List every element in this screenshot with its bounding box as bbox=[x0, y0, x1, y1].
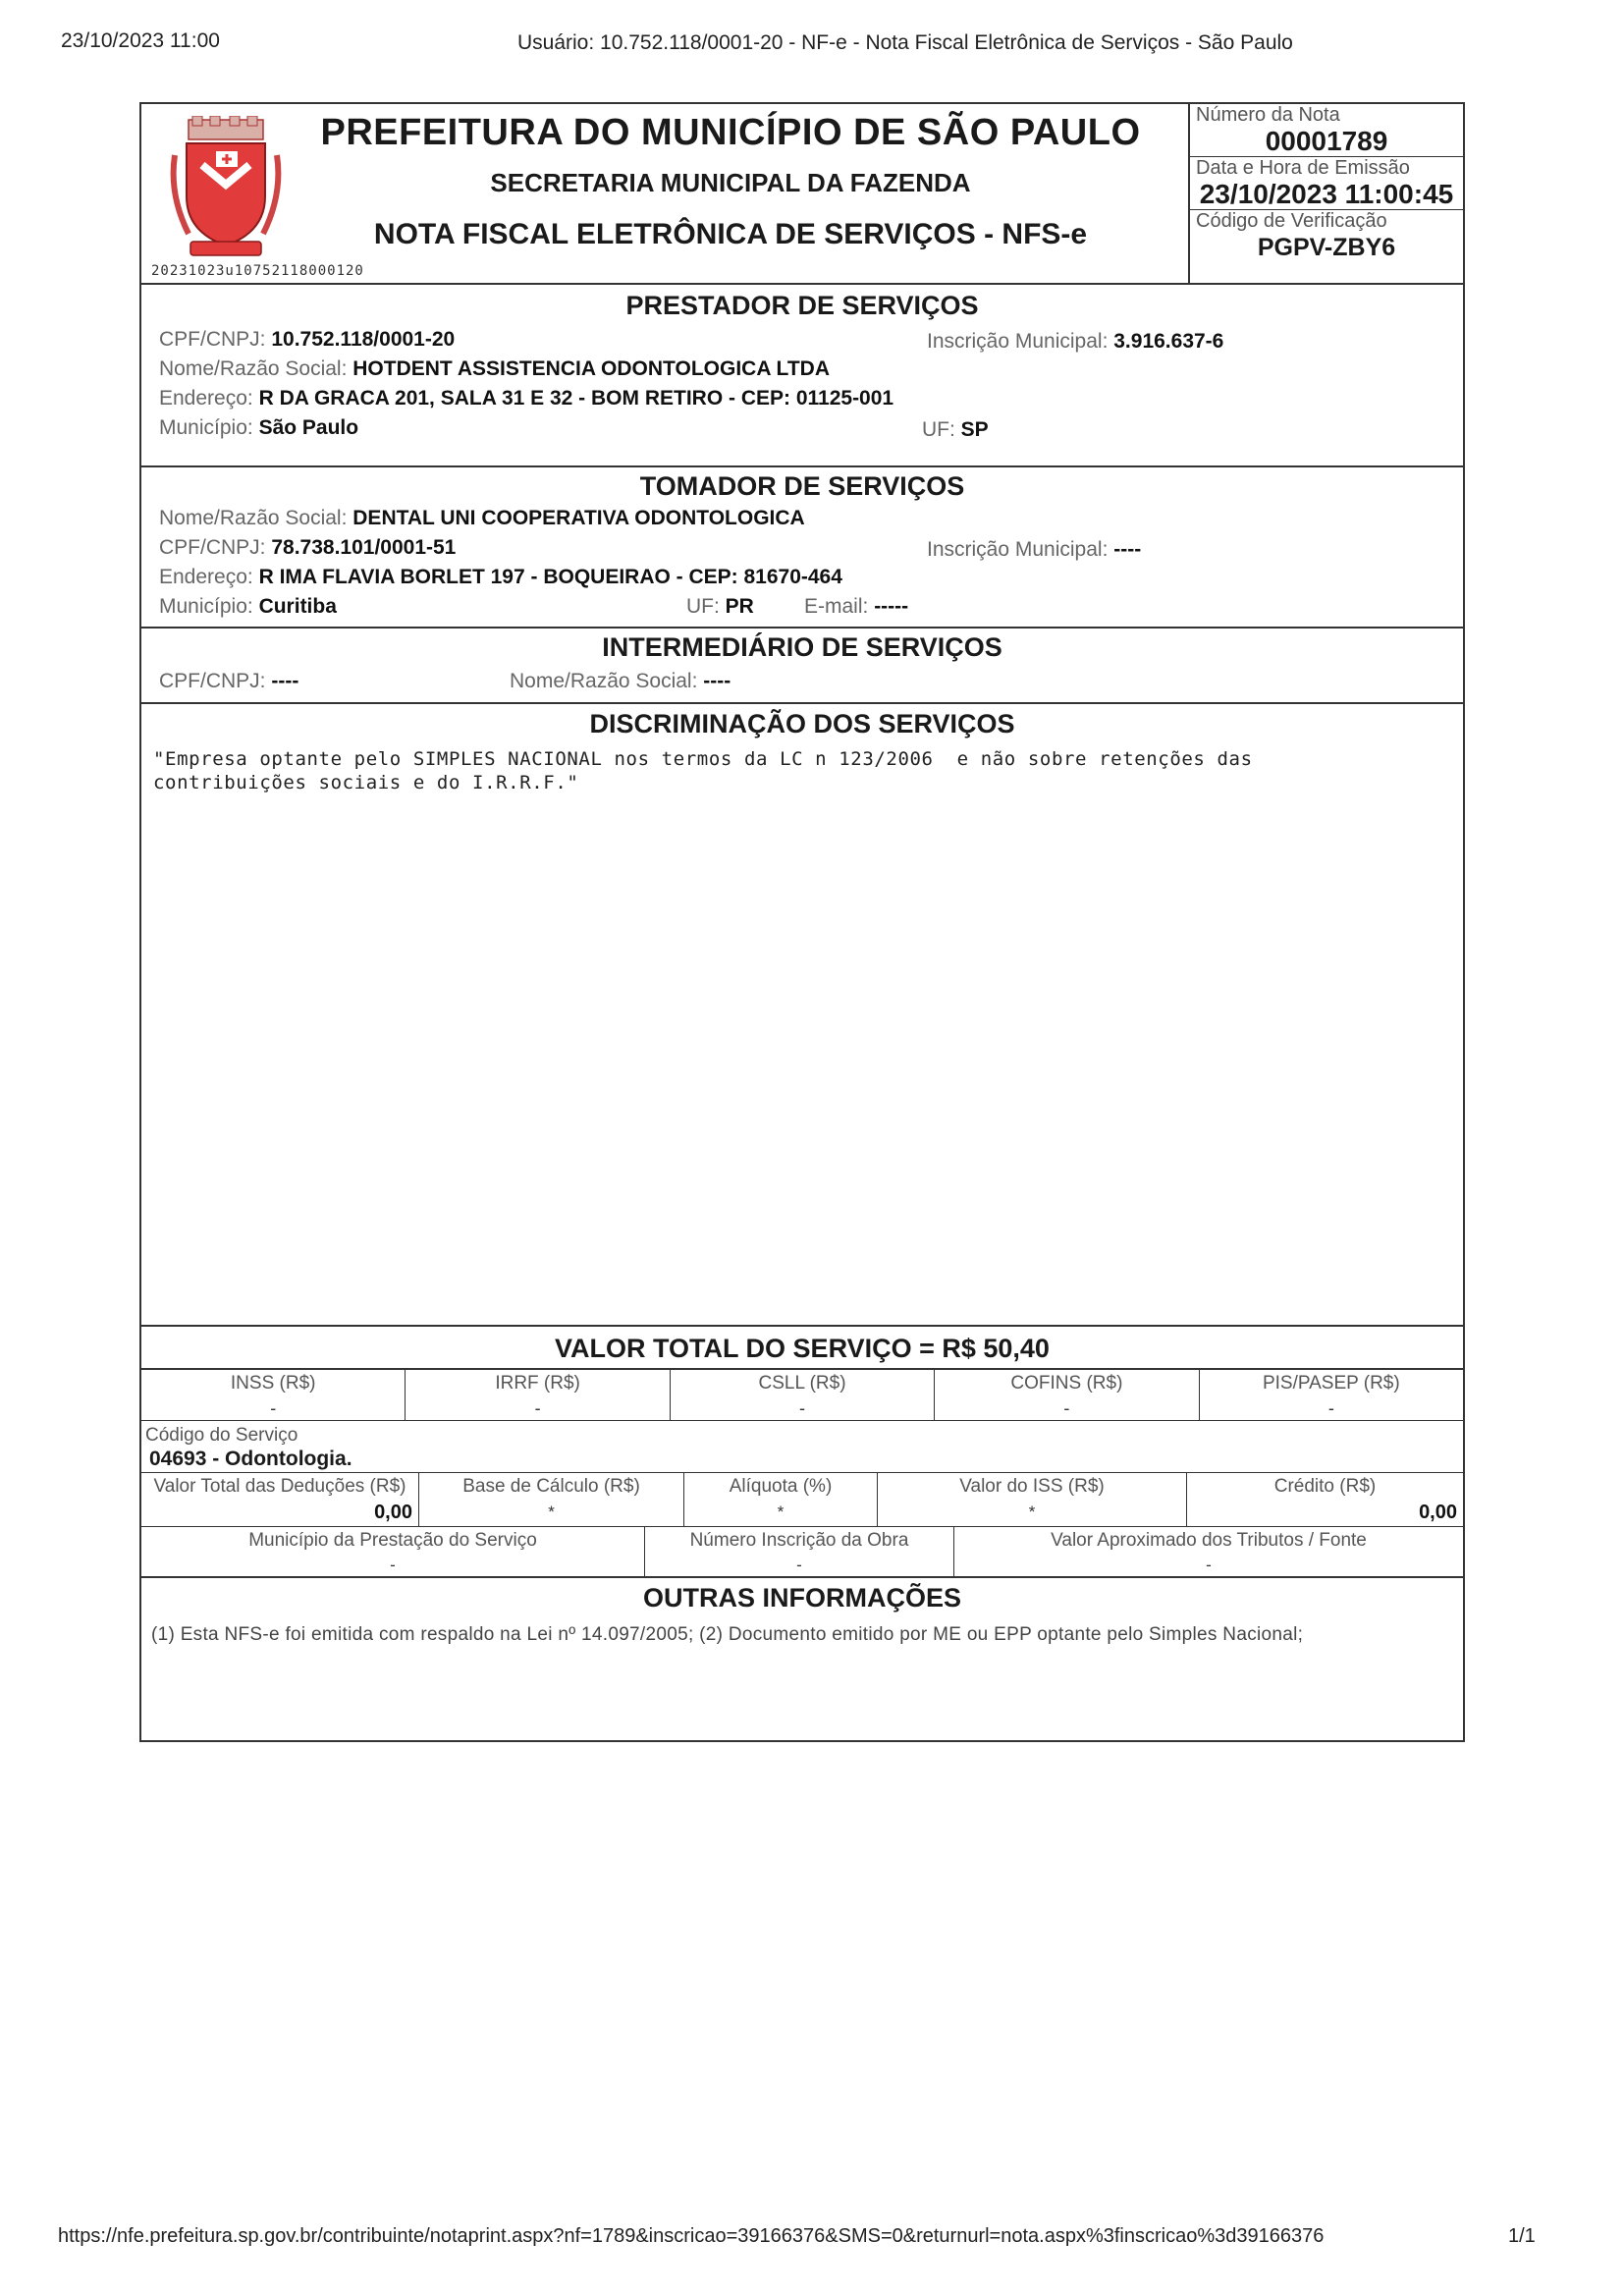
intermediario-nome-value: ---- bbox=[703, 670, 731, 692]
csll-value: - bbox=[799, 1398, 806, 1418]
prestador-municipio bbox=[159, 416, 358, 440]
tomador-email-label: E-mail: bbox=[804, 595, 869, 618]
codigo-servico-value: 04693 - Odontologia. bbox=[149, 1448, 352, 1470]
csll-cell bbox=[671, 1370, 935, 1420]
cofins-cell bbox=[935, 1370, 1199, 1420]
tomador-uf bbox=[686, 595, 754, 619]
credito-value: 0,00 bbox=[1419, 1502, 1457, 1523]
tributos-label: Valor Aproximado dos Tributos / Fonte bbox=[1051, 1530, 1367, 1551]
intermediario-title: INTERMEDIÁRIO DE SERVIÇOS bbox=[602, 632, 1002, 662]
outras-title: OUTRAS INFORMAÇÕES bbox=[643, 1583, 961, 1613]
inss-cell bbox=[141, 1370, 406, 1420]
prestador-title: PRESTADOR DE SERVIÇOS bbox=[625, 291, 979, 320]
prestador-nome-value: HOTDENT ASSISTENCIA ODONTOLOGICA LTDA bbox=[352, 357, 830, 380]
pispasep-value: - bbox=[1327, 1398, 1334, 1418]
tomador-endereco bbox=[159, 566, 842, 589]
intermediario-section bbox=[141, 629, 1463, 704]
tomador-title: TOMADOR DE SERVIÇOS bbox=[639, 471, 965, 501]
municipio-prestacao-cell bbox=[141, 1527, 645, 1576]
prestador-municipio-label: Município: bbox=[159, 416, 253, 439]
prestador-uf-label: UF: bbox=[922, 418, 955, 441]
codigo-servico-label: Código do Serviço bbox=[145, 1425, 298, 1446]
deducoes-cell bbox=[141, 1473, 419, 1526]
tributos-value: - bbox=[1206, 1556, 1212, 1574]
tomador-endereco-value: R IMA FLAVIA BORLET 197 - BOQUEIRAO - CEP: 81670-464 bbox=[258, 566, 842, 588]
intermediario-cnpj-label: CPF/CNPJ: bbox=[159, 670, 266, 692]
valor-iss-cell bbox=[878, 1473, 1187, 1526]
pispasep-label: PIS/PASEP (R$) bbox=[1262, 1373, 1400, 1394]
verificacao-value: PGPV-ZBY6 bbox=[1257, 234, 1396, 261]
cofins-value: - bbox=[1063, 1398, 1070, 1418]
valor-total-section bbox=[141, 1325, 1463, 1370]
prestador-cnpj-value: 10.752.118/0001-20 bbox=[271, 328, 456, 351]
crest-code: 20231023u10752118000120 bbox=[151, 263, 364, 279]
prestador-nome-label: Nome/Razão Social: bbox=[159, 357, 348, 380]
prestador-section bbox=[141, 285, 1463, 467]
intermediario-cnpj bbox=[159, 670, 298, 693]
tomador-municipio-label: Município: bbox=[159, 595, 253, 618]
emissao-value: 23/10/2023 11:00:45 bbox=[1190, 180, 1463, 210]
tomador-nome bbox=[159, 507, 805, 530]
print-url: https://nfe.prefeitura.sp.gov.br/contribuinte/notaprint.aspx?nf=1789&inscricao=39166376&SMS=0&returnurl=nota.aspx%3finscricao%3d39166376 bbox=[58, 2225, 1325, 2247]
intermediario-nome-label: Nome/Razão Social: bbox=[510, 670, 698, 692]
tomador-cnpj-value: 78.738.101/0001-51 bbox=[271, 536, 457, 559]
tomador-im-value: ---- bbox=[1113, 538, 1142, 561]
page-count: 1/1 bbox=[1508, 2225, 1536, 2247]
deducoes-label: Valor Total das Deduções (R$) bbox=[153, 1476, 406, 1497]
numero-label: Número da Nota bbox=[1196, 104, 1340, 126]
irrf-value: - bbox=[534, 1398, 541, 1418]
tomador-im-label: Inscrição Municipal: bbox=[927, 538, 1109, 561]
intermediario-cnpj-value: ---- bbox=[271, 670, 299, 692]
municipio-prestacao-value: - bbox=[390, 1556, 396, 1574]
irrf-label: IRRF (R$) bbox=[495, 1373, 580, 1394]
prestador-nome bbox=[159, 357, 830, 381]
tomador-cnpj-label: CPF/CNPJ: bbox=[159, 536, 266, 559]
prestador-uf bbox=[922, 418, 989, 442]
prestador-cnpj bbox=[159, 328, 455, 352]
tributos-cell bbox=[954, 1527, 1463, 1576]
verificacao-label: Código de Verificação bbox=[1196, 210, 1387, 232]
tomador-endereco-label: Endereço: bbox=[159, 566, 253, 588]
base-calculo-value: * bbox=[548, 1503, 555, 1521]
tomador-cnpj bbox=[159, 536, 456, 560]
prestador-cnpj-label: CPF/CNPJ: bbox=[159, 328, 266, 351]
inscricao-obra-value: - bbox=[796, 1556, 802, 1574]
prestador-im bbox=[927, 330, 1223, 354]
discriminacao-text: "Empresa optante pelo SIMPLES NACIONAL nos termos da LC n 123/2006 e não sobre retenções das contribuições sociais e do I.R.R.F." bbox=[153, 748, 1253, 793]
pispasep-cell bbox=[1200, 1370, 1463, 1420]
irrf-cell bbox=[406, 1370, 670, 1420]
tomador-municipio bbox=[159, 595, 337, 619]
valor-iss-label: Valor do ISS (R$) bbox=[959, 1476, 1105, 1497]
browser-header bbox=[0, 29, 1624, 59]
tomador-uf-label: UF: bbox=[686, 595, 720, 618]
credito-label: Crédito (R$) bbox=[1273, 1476, 1377, 1497]
outras-informacoes-section bbox=[141, 1578, 1463, 1740]
credito-cell bbox=[1187, 1473, 1463, 1526]
prestador-municipio-value: São Paulo bbox=[258, 416, 359, 439]
nfse-document bbox=[139, 102, 1465, 1742]
prestador-im-value: 3.916.637-6 bbox=[1113, 330, 1224, 353]
tomador-uf-value: PR bbox=[725, 595, 754, 618]
municipio-prestacao-label: Município da Prestação do Serviço bbox=[248, 1530, 537, 1551]
codigo-servico bbox=[141, 1421, 1463, 1473]
valor-iss-value: * bbox=[1028, 1503, 1036, 1521]
tomador-section bbox=[141, 467, 1463, 629]
prestador-endereco-value: R DA GRACA 201, SALA 31 E 32 - BOM RETIRO - CEP: 01125-001 bbox=[258, 387, 894, 410]
aliquota-value: * bbox=[777, 1503, 785, 1521]
print-datetime: 23/10/2023 11:00 bbox=[61, 29, 220, 52]
municipio-row bbox=[141, 1527, 1463, 1578]
tomador-municipio-value: Curitiba bbox=[258, 595, 337, 618]
prefeitura-title: PREFEITURA DO MUNICÍPIO DE SÃO PAULO bbox=[320, 112, 1141, 153]
csll-label: CSLL (R$) bbox=[758, 1373, 846, 1394]
prestador-endereco bbox=[159, 387, 893, 410]
aliquota-cell bbox=[684, 1473, 878, 1526]
prestador-uf-value: SP bbox=[960, 418, 989, 441]
aliquota-label: Alíquota (%) bbox=[729, 1476, 833, 1497]
deducoes-row bbox=[141, 1473, 1463, 1527]
secretaria-title: SECRETARIA MUNICIPAL DA FAZENDA bbox=[490, 168, 971, 197]
prestador-im-label: Inscrição Municipal: bbox=[927, 330, 1109, 353]
inscricao-obra-cell bbox=[645, 1527, 954, 1576]
note-id-box bbox=[1188, 104, 1463, 283]
cofins-label: COFINS (R$) bbox=[1010, 1373, 1123, 1394]
deducoes-value: 0,00 bbox=[374, 1502, 412, 1523]
discriminacao-title: DISCRIMINAÇÃO DOS SERVIÇOS bbox=[589, 709, 1015, 738]
tomador-email-value: ----- bbox=[874, 595, 909, 618]
discriminacao-section bbox=[141, 704, 1463, 1325]
inss-label: INSS (R$) bbox=[230, 1373, 316, 1394]
retencoes-row bbox=[141, 1370, 1463, 1421]
base-calculo-label: Base de Cálculo (R$) bbox=[462, 1476, 640, 1497]
nfse-title: NOTA FISCAL ELETRÔNICA DE SERVIÇOS - NFS-e bbox=[373, 218, 1088, 250]
tomador-im bbox=[927, 538, 1141, 562]
inscricao-obra-label: Número Inscrição da Obra bbox=[689, 1530, 909, 1551]
emissao-label: Data e Hora de Emissão bbox=[1196, 157, 1410, 179]
document-header bbox=[141, 104, 1463, 285]
tomador-email bbox=[804, 595, 908, 619]
tomador-nome-value: DENTAL UNI COOPERATIVA ODONTOLOGICA bbox=[352, 507, 805, 529]
valor-total: VALOR TOTAL DO SERVIÇO = R$ 50,40 bbox=[555, 1334, 1050, 1363]
print-title: Usuário: 10.752.118/0001-20 - NF-e - Nota Fiscal Eletrônica de Serviços - São Paulo bbox=[517, 31, 1293, 54]
tomador-nome-label: Nome/Razão Social: bbox=[159, 507, 348, 529]
numero-nota: 00001789 bbox=[1190, 127, 1463, 157]
prestador-endereco-label: Endereço: bbox=[159, 387, 253, 410]
inss-value: - bbox=[270, 1398, 277, 1418]
coat-of-arms-icon bbox=[167, 116, 285, 258]
base-calculo-cell bbox=[419, 1473, 684, 1526]
intermediario-nome bbox=[510, 670, 731, 693]
outras-text: (1) Esta NFS-e foi emitida com respaldo na Lei nº 14.097/2005; (2) Documento emitido por ME ou EPP optante pelo Simples Nacional; bbox=[151, 1624, 1304, 1645]
header-titles bbox=[289, 104, 1172, 251]
